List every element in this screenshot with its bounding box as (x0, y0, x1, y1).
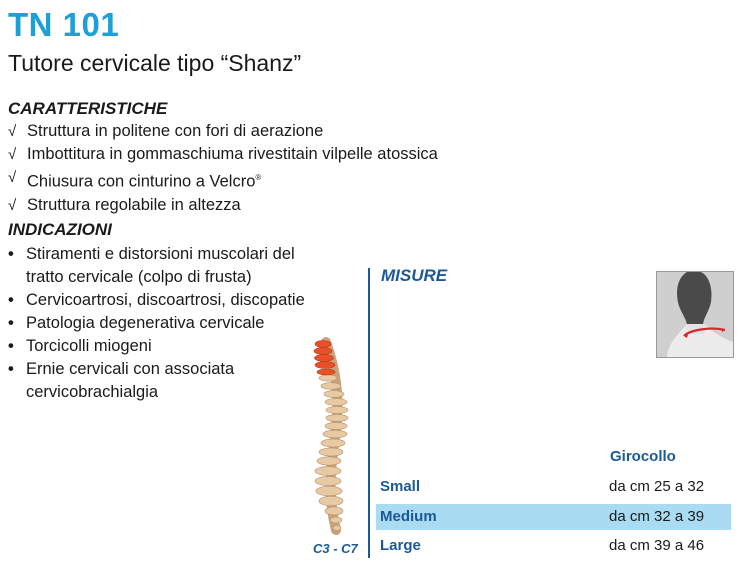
check-icon: √ (8, 196, 17, 214)
size-range: da cm 25 a 32 (609, 478, 705, 495)
bullet-icon: • (8, 337, 14, 355)
product-subtitle: Tutore cervicale tipo “Shanz” (8, 50, 302, 76)
product-code: TN 101 (8, 6, 120, 43)
bullet-icon: • (8, 314, 14, 332)
size-row-medium (376, 504, 731, 530)
divider (368, 268, 370, 558)
list-item: • Ernie cervicali con associata cervicobrachialgia (8, 360, 235, 401)
check-icon: √ (8, 123, 17, 140)
check-icon: √ (8, 169, 17, 186)
spine-illustration (306, 330, 356, 540)
registered-mark: ® (255, 173, 262, 182)
neck-icon (657, 272, 733, 357)
list-item: √ Struttura regolabile in altezza (8, 194, 438, 217)
size-row-large (376, 533, 731, 559)
size-name: Large (380, 537, 421, 554)
size-name: Medium (380, 508, 437, 525)
list-item: • Patologia degenerativa cervicale (8, 312, 328, 335)
indicazioni-heading: INDICAZIONI (8, 220, 112, 239)
caratteristiche-heading: CARATTERISTICHE (8, 99, 168, 118)
list-item: √ Struttura in politene con fori di aerazione (8, 120, 438, 143)
size-range: da cm 32 a 39 (609, 508, 705, 525)
bullet-icon: • (8, 291, 14, 309)
list-item: • Torcicolli miogeni (8, 335, 328, 358)
bullet-icon: • (8, 360, 14, 378)
size-row-small (376, 474, 731, 500)
misure-heading: MISURE (381, 266, 448, 285)
neck-measurement-photo (656, 271, 734, 358)
indicazioni-list (8, 243, 328, 404)
size-name: Small (380, 478, 421, 495)
caratteristiche-list (8, 120, 438, 217)
check-icon: √ (8, 146, 17, 163)
list-item: • Cervicoartrosi, discoartrosi, discopatie (8, 289, 328, 312)
spine-label: C3 - C7 (313, 541, 358, 556)
list-item: √ Imbottitura in gommaschiuma rivestitain vilpelle atossica (8, 143, 438, 166)
size-range: da cm 39 a 46 (609, 537, 705, 554)
list-item: √ Chiusura con cinturino a Velcro® (8, 166, 438, 194)
girocollo-header: Girocollo (610, 448, 676, 465)
list-item: • Stiramenti e distorsioni muscolari del tratto cervicale (colpo di frusta) (8, 245, 295, 286)
bullet-icon: • (8, 245, 14, 263)
